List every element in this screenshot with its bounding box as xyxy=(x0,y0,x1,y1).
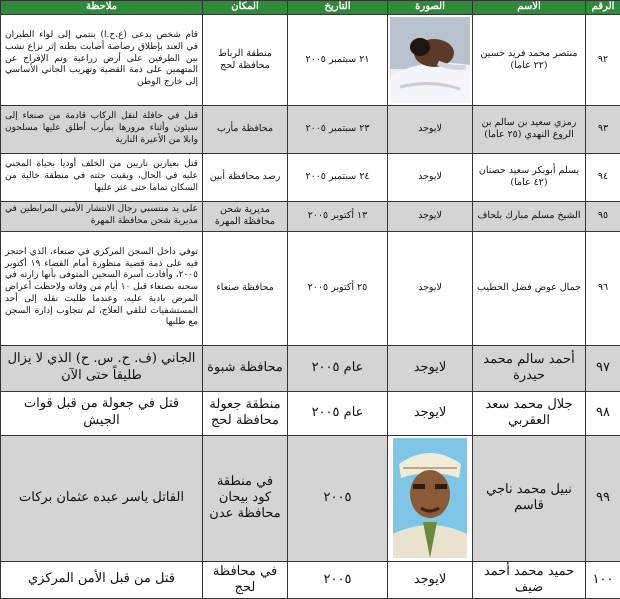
cell-name: منتصر محمد فريد حسين (٢٢ عاما) xyxy=(473,14,586,105)
cell-photo xyxy=(388,14,473,105)
cell-photo xyxy=(388,435,473,561)
table-row xyxy=(1,14,620,105)
cell-name: حميد محمد أحمد ضيف xyxy=(473,561,586,599)
cell-name: نبيل محمد ناجي قاسم xyxy=(473,435,586,561)
table-row xyxy=(1,105,620,153)
cell-num: ٩٦ xyxy=(586,231,620,345)
cell-date: ١٣ أكتوبر ٢٠٠٥ xyxy=(288,201,388,231)
cell-photo: لايوجد xyxy=(388,231,473,345)
cell-date: ٢٣ سبتمبر ٢٠٠٥ xyxy=(288,105,388,153)
cell-place: منطقة الرباط محافظة لحج xyxy=(203,14,288,105)
header-row xyxy=(1,1,620,15)
cell-name: الشيخ مسلم مبارك بلحاف xyxy=(473,201,586,231)
cell-photo: لايوجد xyxy=(388,345,473,391)
cell-place: محافظة مأرب xyxy=(203,105,288,153)
table-row xyxy=(1,231,620,345)
cell-name: يسلم أبوبكر سعيد حصنان (٤٢ عاما) xyxy=(473,153,586,201)
cell-place: رصد محافظة أبين xyxy=(203,153,288,201)
cell-place: منطقة جعولة محافظة لحج xyxy=(203,391,288,435)
cell-place: في محافظة لحج xyxy=(203,561,288,599)
cell-num: ٩٩ xyxy=(586,435,620,561)
table-row xyxy=(1,345,620,391)
cell-photo: لايوجد xyxy=(388,561,473,599)
cell-note: توفي داخل السجن المركزي في صنعاء، الذي احتجز فيه على ذمة قضية منظورة أمام القضاء ١٩ أكتوبر ٢٠٠٥، وأفادت أسرة السجين المتوفى بأنها زارته في سجنه بصنعاء قبل ١٠ أيام من وفاته ولاحظت أعراض المرض بادية عليه، وعندما طلبت نقله إلى أحد المستشفيات لتلقي العلاج، لم تتجاوب إدارة السجن مع طلبها xyxy=(1,231,203,345)
cell-num: ٩٨ xyxy=(586,391,620,435)
cell-place: مديرية شحن محافظة المهرة xyxy=(203,201,288,231)
table-row xyxy=(1,435,620,561)
cell-place: محافظة شبوة xyxy=(203,345,288,391)
header-num: الرقم xyxy=(586,1,620,15)
cell-date: عام ٢٠٠٥ xyxy=(288,345,388,391)
cell-photo: لايوجد xyxy=(388,153,473,201)
victim-photo xyxy=(393,438,467,558)
cell-num: ٩٣ xyxy=(586,105,620,153)
cell-place: في منطقة كود بيحان محافظة عدن xyxy=(203,435,288,561)
victim-photo xyxy=(390,17,470,103)
cell-note: قتل بعيارين ناريين من الخلف أوديا بحياة المجني عليه في الحال، وبقيت جثته في منطقة خالية من السكان تماما حتى عثر عليها xyxy=(1,153,203,201)
cell-note: قام شخص يدعى (ع.ح.ا) ينتمي إلى لواء الطيران في العند بإطلاق رصاصة أصابت بطنه إثر نزاع نشب بين الطرفين على أرض زراعية وتم الإفراج عن المتهمين على ذمة القضية وتهريب الجاني الأساسي إلى خارج الوطن xyxy=(1,14,203,105)
cell-note: القاتل ياسر عبده عثمان بركات xyxy=(1,435,203,561)
cell-date: ٢٠٠٥ xyxy=(288,435,388,561)
header-date: التاريخ xyxy=(288,1,388,15)
cell-note: قتل من قبل الأمن المركزي xyxy=(1,561,203,599)
table-row xyxy=(1,153,620,201)
table-row xyxy=(1,391,620,435)
cell-num: ١٠٠ xyxy=(586,561,620,599)
table-row xyxy=(1,561,620,599)
cell-photo: لايوجد xyxy=(388,391,473,435)
cell-num: ٩٥ xyxy=(586,201,620,231)
table-row xyxy=(1,201,620,231)
cell-name: رمزي سعيد بن سالم بن الروع النهدي (٢٥ عاما) xyxy=(473,105,586,153)
cell-date: ٢٥ أكتوبر ٢٠٠٥ xyxy=(288,231,388,345)
cell-date: عام ٢٠٠٥ xyxy=(288,391,388,435)
cell-note: الجاني (ف. ح. س. ح) الذي لا يزال طليقاً حتى الآن xyxy=(1,345,203,391)
cell-name: جمال عوض فضل الحطيب xyxy=(473,231,586,345)
cell-name: أحمد سالم محمد حيدرة xyxy=(473,345,586,391)
cell-note: قتل في حافلة لنقل الركاب قادمة من صنعاء إلى سيئون وأثناء مرورها بمأرب أطلق عليها مسلحون وابلا من الأعيرة النارية xyxy=(1,105,203,153)
cell-date: ٢٠٠٥ xyxy=(288,561,388,599)
cell-date: ٢٤ سبتمبر ٢٠٠٥ xyxy=(288,153,388,201)
cell-num: ٩٢ xyxy=(586,14,620,105)
cell-place: محافظة صنعاء xyxy=(203,231,288,345)
cell-photo: لايوجد xyxy=(388,201,473,231)
cell-num: ٩٧ xyxy=(586,345,620,391)
header-name: الاسم xyxy=(473,1,586,15)
cell-date: ٢١ سبتمبر ٢٠٠٥ xyxy=(288,14,388,105)
cell-note: على يد منتسبي رجال الانتشار الأمني المرابطين في مديرية شحن محافظة المهرة xyxy=(1,201,203,231)
cell-note: قتل في جعولة من قبل قوات الجيش xyxy=(1,391,203,435)
cell-name: جلال محمد سعد العقربي xyxy=(473,391,586,435)
cell-num: ٩٤ xyxy=(586,153,620,201)
header-note: ملاحظة xyxy=(1,1,203,15)
header-photo: الصورة xyxy=(388,1,473,15)
header-place: المكان xyxy=(203,1,288,15)
cell-photo: لايوجد xyxy=(388,105,473,153)
